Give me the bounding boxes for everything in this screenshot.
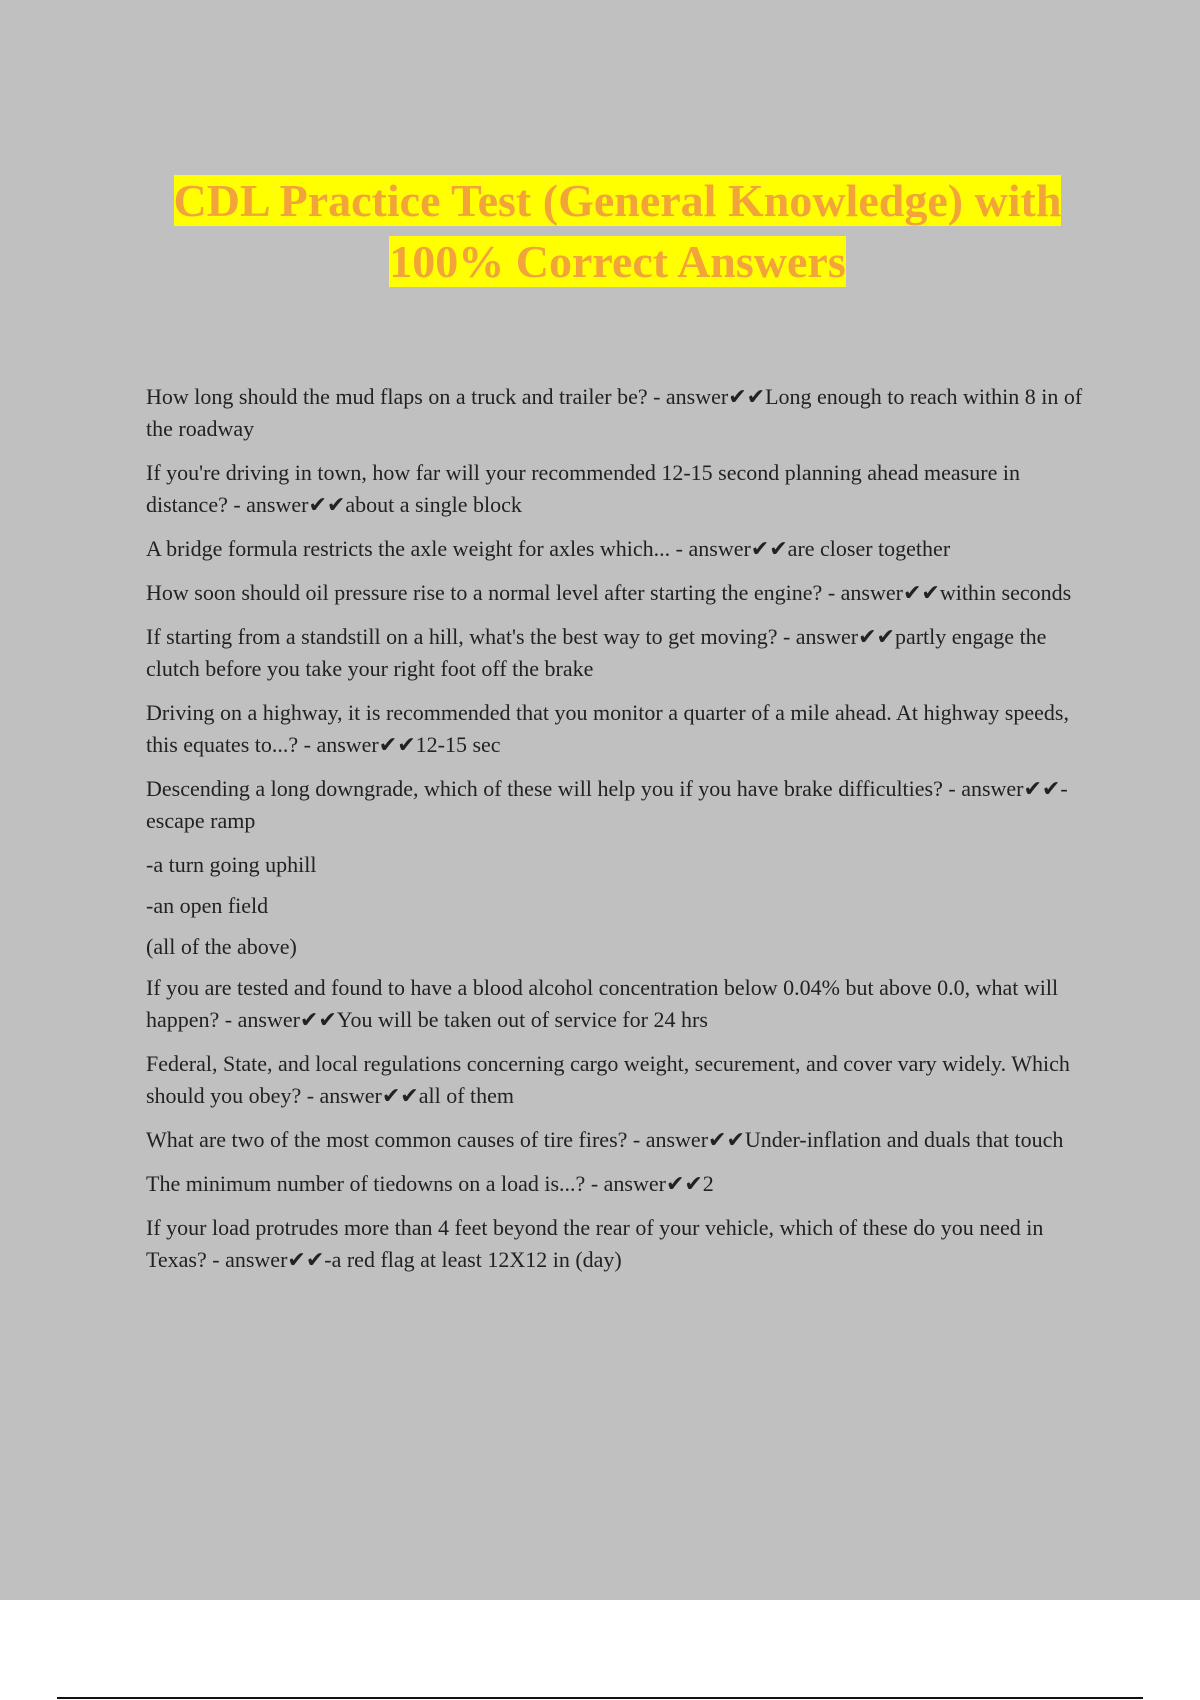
qa-item: Descending a long downgrade, which of these will help you if you have brake difficulties? - answer✔✔-escape ramp bbox=[146, 776, 1068, 833]
title-line-1: CDL Practice Test (General Knowledge) with bbox=[173, 175, 1062, 226]
document-title bbox=[145, 170, 1090, 292]
qa-item: If you are tested and found to have a blood alcohol concentration below 0.04% but above 0.0, what will happen? - answer✔✔You will be taken out of service for 24 hrs bbox=[146, 975, 1059, 1032]
bottom-divider bbox=[57, 1697, 1143, 1699]
qa-item: If starting from a standstill on a hill, what's the best way to get moving? - answer✔✔partly engage the clutch before you take your right foot off the brake bbox=[146, 624, 1047, 681]
qa-item: If you're driving in town, how far will your recommended 12-15 second planning ahead measure in distance? - answer✔✔about a single block bbox=[146, 460, 1020, 517]
qa-item: -an open field bbox=[146, 893, 269, 918]
qa-item: If your load protrudes more than 4 feet beyond the rear of your vehicle, which of these do you need in Texas? - answer✔✔-a red flag at least 12X12 in (day) bbox=[146, 1215, 1044, 1272]
qa-item: What are two of the most common causes of tire fires? - answer✔✔Under-inflation and duals that touch bbox=[146, 1127, 1064, 1152]
question-answer-list bbox=[146, 381, 1096, 1288]
qa-item: Driving on a highway, it is recommended that you monitor a quarter of a mile ahead. At highway speeds, this equates to...? - answer✔✔12-15 sec bbox=[146, 700, 1069, 757]
qa-item: -a turn going uphill bbox=[146, 852, 317, 877]
title-line-2: 100% Correct Answers bbox=[389, 236, 846, 287]
qa-item: (all of the above) bbox=[146, 934, 297, 959]
qa-item: Federal, State, and local regulations concerning cargo weight, securement, and cover vary widely. Which should you obey? - answer✔✔all of them bbox=[146, 1051, 1070, 1108]
qa-item: How soon should oil pressure rise to a normal level after starting the engine? - answer✔✔within seconds bbox=[146, 580, 1072, 605]
qa-item: The minimum number of tiedowns on a load is...? - answer✔✔2 bbox=[146, 1171, 714, 1196]
qa-item: How long should the mud flaps on a truck and trailer be? - answer✔✔Long enough to reach within 8 in of the roadway bbox=[146, 384, 1083, 441]
qa-item: A bridge formula restricts the axle weight for axles which... - answer✔✔are closer together bbox=[146, 536, 951, 561]
